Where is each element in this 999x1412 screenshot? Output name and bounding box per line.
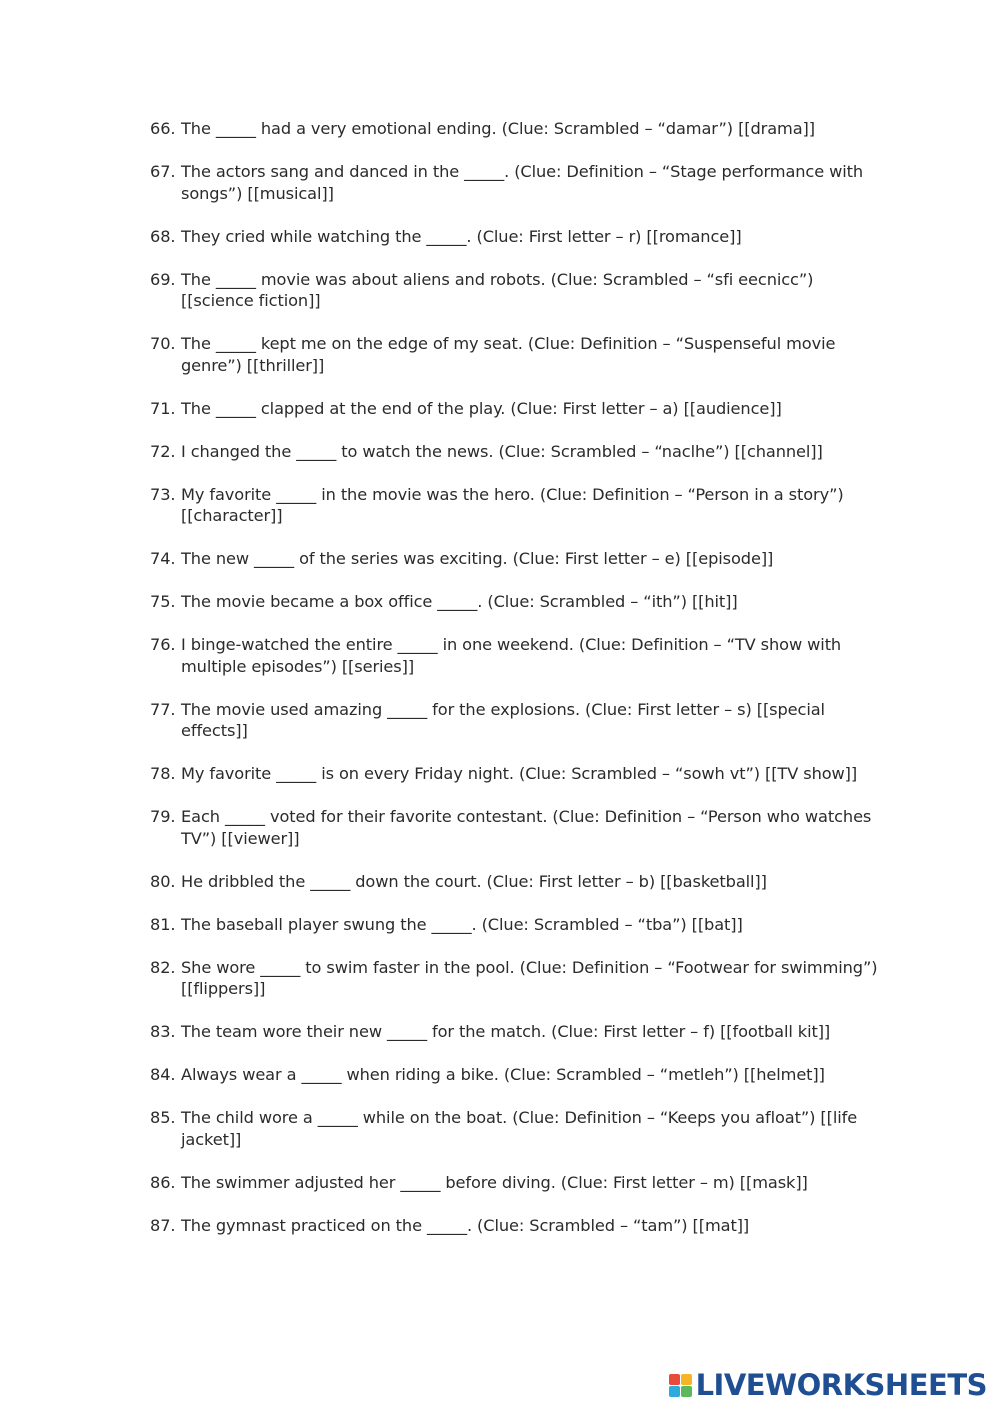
question-number: 87. (150, 1215, 176, 1235)
question-text: I changed the _____ to watch the news. (Clue: Scrambled – “naclhe”) [[channel]] (181, 441, 823, 461)
question-text: The child wore a _____ while on the boat. (Clue: Definition – “Keeps you afloat”) [[life jacket]] (181, 1108, 863, 1149)
question-item (150, 1215, 885, 1237)
question-text: They cried while watching the _____. (Clue: First letter – r) [[romance]] (181, 226, 742, 246)
question-text: She wore _____ to swim faster in the pool. (Clue: Definition – “Footwear for swimming”) [[flippers]] (181, 957, 883, 998)
question-item (150, 398, 885, 420)
question-text: The _____ clapped at the end of the play. (Clue: First letter – a) [[audience]] (181, 398, 782, 418)
question-number: 67. (150, 162, 176, 181)
liveworksheets-logo-text: LIVEWORKSHEETS (695, 1368, 987, 1402)
logo-square-green (681, 1386, 692, 1397)
question-number: 77. (150, 699, 176, 719)
question-text: Each _____ voted for their favorite contestant. (Clue: Definition – “Person who watches TV”) [[viewer]] (181, 807, 877, 848)
question-item (150, 763, 885, 785)
question-number: 81. (150, 914, 176, 934)
question-text: My favorite _____ in the movie was the hero. (Clue: Definition – “Person in a story”) [[character]] (181, 484, 849, 525)
question-number: 74. (150, 549, 176, 568)
question-item (150, 871, 885, 893)
question-item (150, 1107, 885, 1150)
question-number: 82. (150, 957, 176, 977)
question-number: 84. (150, 1065, 176, 1084)
question-item (150, 484, 885, 527)
question-number: 86. (150, 1172, 176, 1192)
logo-square-blue (669, 1386, 680, 1397)
question-text: The actors sang and danced in the _____. (Clue: Definition – “Stage performance with songs”) [[musical]] (181, 162, 869, 203)
question-number: 70. (150, 334, 176, 353)
question-item (150, 226, 885, 248)
question-text: The swimmer adjusted her _____ before diving. (Clue: First letter – m) [[mask]] (181, 1172, 808, 1192)
question-item (150, 699, 885, 742)
question-text: Always wear a _____ when riding a bike. (Clue: Scrambled – “metleh”) [[helmet]] (181, 1065, 825, 1084)
question-number: 69. (150, 269, 176, 289)
question-item (150, 1064, 885, 1086)
question-text: The _____ movie was about aliens and robots. (Clue: Scrambled – “sfi eecnicc”) [[science fiction]] (181, 269, 819, 310)
question-number: 85. (150, 1108, 176, 1127)
question-item (150, 1172, 885, 1194)
question-text: The team wore their new _____ for the match. (Clue: First letter – f) [[football kit]] (181, 1022, 831, 1041)
question-number: 80. (150, 871, 176, 891)
question-number: 71. (150, 398, 176, 418)
question-text: The baseball player swung the _____. (Clue: Scrambled – “tba”) [[bat]] (181, 914, 743, 934)
question-item (150, 161, 885, 204)
question-item (150, 806, 885, 849)
question-item (150, 1021, 885, 1043)
question-text: The new _____ of the series was exciting. (Clue: First letter – e) [[episode]] (181, 549, 774, 568)
question-text: The _____ kept me on the edge of my seat. (Clue: Definition – “Suspenseful movie genre”) [[thriller]] (181, 334, 841, 375)
question-number: 83. (150, 1022, 176, 1041)
question-text: I binge-watched the entire _____ in one weekend. (Clue: Definition – “TV show with multiple episodes”) [[series]] (181, 635, 847, 676)
question-item (150, 591, 885, 613)
liveworksheets-logo (669, 1368, 987, 1402)
question-number: 75. (150, 592, 176, 611)
question-item (150, 634, 885, 677)
question-text: The movie used amazing _____ for the explosions. (Clue: First letter – s) [[special effects]] (181, 699, 830, 740)
question-number: 73. (150, 484, 176, 504)
question-text: He dribbled the _____ down the court. (Clue: First letter – b) [[basketball]] (181, 871, 767, 891)
question-number: 79. (150, 807, 176, 826)
question-item (150, 441, 885, 463)
question-number: 78. (150, 764, 176, 783)
question-number: 76. (150, 635, 176, 654)
question-number: 66. (150, 119, 176, 138)
question-text: My favorite _____ is on every Friday night. (Clue: Scrambled – “sowh vt”) [[TV show]] (181, 764, 858, 783)
logo-square-red (669, 1374, 680, 1385)
question-item (150, 914, 885, 936)
question-item (150, 118, 885, 140)
question-text: The movie became a box office _____. (Clue: Scrambled – “ith”) [[hit]] (181, 592, 738, 611)
question-item (150, 269, 885, 312)
question-number: 72. (150, 441, 176, 461)
question-item (150, 333, 885, 376)
question-text: The _____ had a very emotional ending. (Clue: Scrambled – “damar”) [[drama]] (181, 119, 815, 138)
logo-square-yellow (681, 1374, 692, 1385)
worksheet-question-list (150, 118, 885, 1258)
question-item (150, 548, 885, 570)
liveworksheets-logo-icon (669, 1374, 692, 1397)
question-text: The gymnast practiced on the _____. (Clue: Scrambled – “tam”) [[mat]] (181, 1215, 750, 1235)
question-item (150, 957, 885, 1000)
question-number: 68. (150, 226, 176, 246)
